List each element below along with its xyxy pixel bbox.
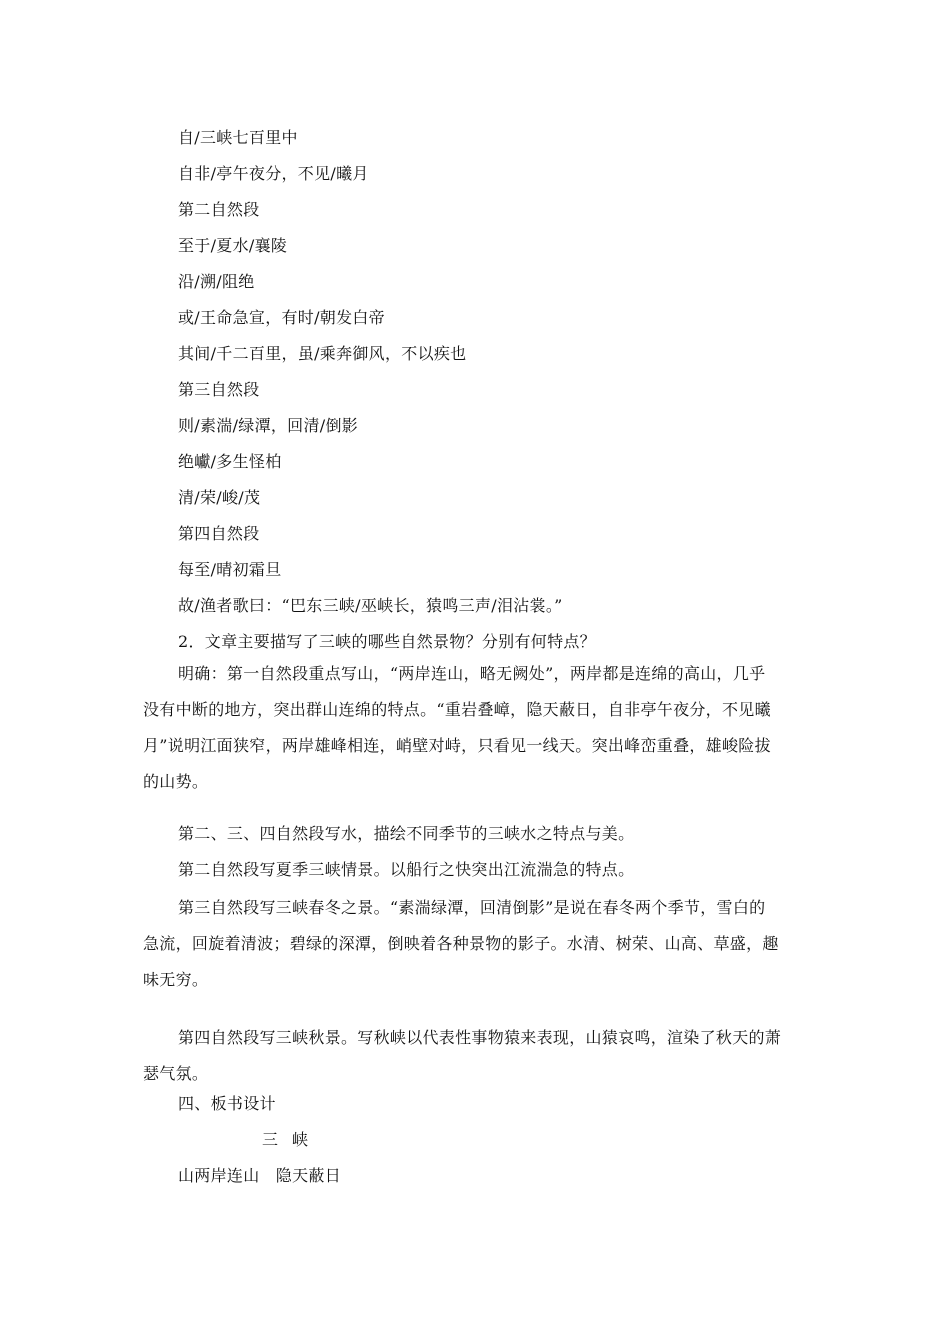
analysis-line: 自非/亭午夜分，不见/曦月: [178, 164, 369, 183]
answer-line: 明确：第一自然段重点写山，“两岸连山，略无阙处”，两岸都是连绵的高山，几乎: [178, 664, 766, 683]
answer-line: 第四自然段写三峡秋景。写秋峡以代表性事物猿来表现，山猿哀鸣，渲染了秋天的萧: [178, 1028, 782, 1047]
answer-line: 味无穷。: [143, 970, 209, 989]
paragraph-heading: 第四自然段: [178, 524, 260, 543]
answer-line: 月”说明江面狭窄，两岸雄峰相连，峭壁对峙，只看见一线天。突出峰峦重叠，雄峻险拔: [143, 736, 771, 755]
analysis-line: 绝巘/多生怪柏: [178, 452, 282, 471]
paragraph-heading: 第三自然段: [178, 380, 260, 399]
analysis-line: 至于/夏水/襄陵: [178, 236, 288, 255]
answer-paragraph-water: 第二、三、四自然段写水，描绘不同季节的三峡水之特点与美。: [178, 824, 635, 843]
section-heading: 四、板书设计: [178, 1094, 276, 1113]
answer-line: 急流，回旋着清波；碧绿的深潭，倒映着各种景物的影子。水清、树荣、山高、草盛，趣: [143, 934, 779, 953]
analysis-line: 沿/溯/阻绝: [178, 272, 255, 291]
answer-line: 没有中断的地方，突出群山连绵的特点。“重岩叠嶂，隐天蔽日，自非亭午夜分，不见曦: [143, 700, 771, 719]
answer-paragraph-summer: 第二自然段写夏季三峡情景。以船行之快突出江流湍急的特点。: [178, 860, 635, 879]
answer-paragraph-mountains: [143, 656, 808, 800]
paragraph-heading: 第二自然段: [178, 200, 260, 219]
analysis-line: 则/素湍/绿潭，回清/倒影: [178, 416, 359, 435]
analysis-line: 自/三峡七百里中: [178, 128, 298, 147]
answer-paragraph-autumn: [143, 1020, 808, 1092]
analysis-line: 清/荣/峻/茂: [178, 488, 261, 507]
analysis-line: 或/王命急宣，有时/朝发白帝: [178, 308, 385, 327]
board-title: 三峡: [262, 1130, 323, 1149]
analysis-line: 每至/晴初霜旦: [178, 560, 282, 579]
analysis-line: 其间/千二百里，虽/乘奔御风，不以疾也: [178, 344, 467, 363]
answer-paragraph-spring-winter: [143, 890, 808, 998]
board-row: 山两岸连山 隐天蔽日: [178, 1166, 342, 1185]
answer-line: 瑟气氛。: [143, 1064, 209, 1083]
answer-line: 第三自然段写三峡春冬之景。“素湍绿潭，回清倒影”是说在春冬两个季节，雪白的: [178, 898, 766, 917]
answer-line: 的山势。: [143, 772, 209, 791]
question-text: 2．文章主要描写了三峡的哪些自然景物？分别有何特点？: [178, 632, 596, 651]
analysis-line: 故/渔者歌曰：“巴东三峡/巫峡长，猿鸣三声/泪沾裳。”: [178, 596, 563, 615]
